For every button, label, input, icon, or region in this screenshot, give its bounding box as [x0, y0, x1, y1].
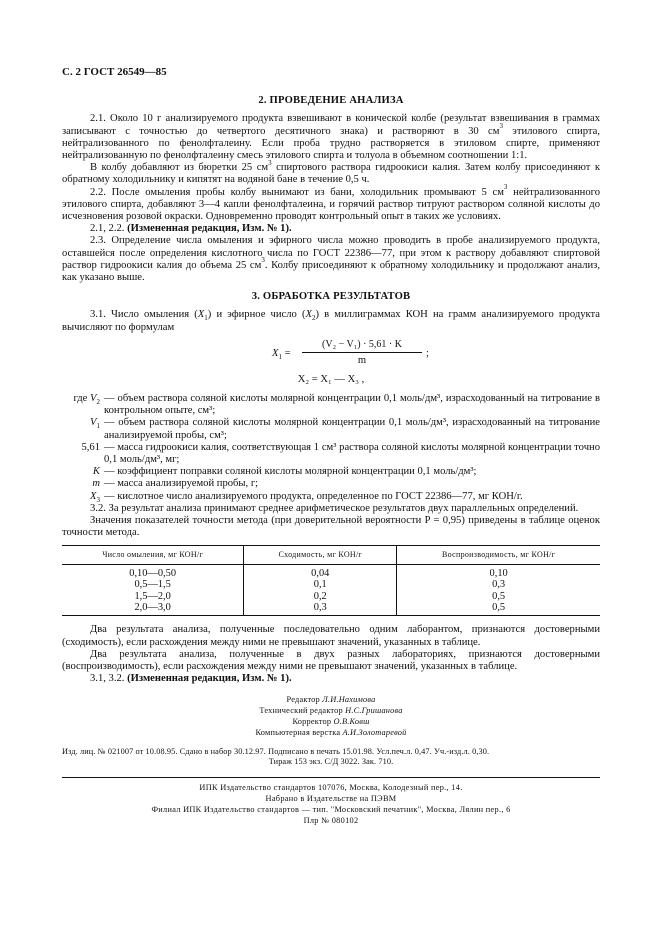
imprint-editor: Редактор Л.И.Нахимова: [286, 695, 376, 705]
definition-x3: $X_3$ — кислотное число анализируемого продукта, определенное по ГОСТ 22386—77, мг КОН/г.: [90, 490, 523, 504]
table-header-convergence: Сходимость, мг КОН/г: [244, 545, 397, 564]
publication-line-2: Тираж 153 экз. С/Д 3022. Зак. 710.: [268, 757, 394, 767]
document-page: [62, 66, 600, 826]
paragraph-2-3: 2.3. Определение числа омыления и эфирного числа можно проводить в пробе анализируемого продукта, оставшейся после определения кислотного числа по ГОСТ 22386—77, при этом к раствору добавляют спиртовой раствор гидроокиси калия до объема 25 $см^3$. Колбу присоединяют к обратному холодильнику и продолжают анализ, как указано выше.: [62, 235, 600, 284]
formula-denominator: m: [357, 355, 367, 367]
definition-v1: $V_1$ — объем раствора соляной кислоты молярной концентрации 0,1 моль/дм³, израсходованный на титрование анализируемой пробы, см³;: [90, 417, 600, 441]
definition-m: m — масса анализируемой пробы, г;: [92, 478, 259, 490]
imprint-corrector: Корректор О.В.Ковш: [292, 716, 370, 726]
definition-k: K — коэффициент поправки соляной кислоты молярной концентрации 0,1 моль/дм³;: [92, 466, 477, 478]
paragraph-3-1: 3.1. Число омыления $(X_1)$ и эфирное число $(X_2)$ в миллиграммах КОН на грамм анализируемого продукта вычисляют по формулам: [62, 309, 600, 333]
imprint-tech-editor: Технический редактор Н.С.Гришанова: [259, 706, 403, 716]
precision-table: [62, 545, 600, 617]
publication-info: [62, 747, 600, 769]
table-row: 0,5—1,5 0,1 0,3: [62, 579, 600, 590]
table-row: 0,10—0,50 0,04 0,10: [62, 564, 600, 579]
formula-x1: $X_1$ = $\frac{\text{(V₂ − V₁) · 5,61 · K}}{m}$ ;: [272, 338, 429, 367]
definition-561: 5,61 — масса гидроокиси калия, соответствующая 1 см³ раствора соляной кислоты молярной концентрации точно 0,1 моль/дм³, мг;: [81, 441, 600, 466]
table-header-saponification: Число омыления, мг КОН/г: [62, 545, 244, 564]
imprint-block: [62, 695, 600, 738]
definitions-list: [62, 393, 600, 503]
section-2-title: 2. ПРОВЕДЕНИЕ АНАЛИЗА: [258, 95, 404, 107]
paragraph-convergence: Два результата анализа, полученные последовательно одним лаборантом, признаются достоверными (сходимость), если расхождения между ними не превышают значений, указанных в таблице.: [62, 624, 600, 648]
paragraph-3-2: 3.2. За результат анализа принимают среднее арифметическое результатов двух параллельных определений.: [90, 502, 579, 514]
paragraph-table-intro: Значения показателей точности метода (при доверительной вероятности P = 0,95) приведены в таблице оценок точности метода.: [62, 515, 600, 539]
paragraph-2-1: 2.1. Около 10 г анализируемого продукта взвешивают в конической колбе (результат взвешивания в граммах записывают с точностью до четвертого десятичного знака) и растворяют в 30 $см^3$ этилового спирта, нейтрализованного по фенолфталеину. Если проба трудно растворяется в этиловом спирте, применяют нейтрализованную по фенолфталеину смесь этилового спирта и толуола в объемном соотношении 1:1.: [62, 113, 600, 162]
imprint-layout: Компьютерная верстка А.И.Золотаревой: [255, 727, 407, 737]
formula-numerator: (V₂ − V₁) · 5,61 · K: [302, 339, 422, 353]
formula-x2: X₂ = X₁ — X₃ ,: [297, 373, 365, 385]
divider: [62, 777, 600, 778]
page-header: С. 2 ГОСТ 26549—85: [62, 66, 167, 78]
edit-note-1: 2.1, 2.2. (Измененная редакция, Изм. № 1).: [90, 223, 292, 235]
definition-v2: где $V_2$ — объем раствора соляной кислоты молярной концентрации 0,1 моль/дм³, израсходованный на титрование в контрольном опыте, см³;: [73, 393, 600, 417]
table-row: 1,5—2,0 0,2 0,5: [62, 591, 600, 602]
section-3-title: 3. ОБРАБОТКА РЕЗУЛЬТАТОВ: [251, 291, 411, 303]
printer-info: ИПК Издательство стандартов 107076, Москва, Колодезный пер., 14. Набрано в Издательстве на ПЭВМ Филиал ИПК Издательство стандартов — тип. "Московский печатник", Москва, Лялин пер., 6 Плр № 080102: [151, 783, 511, 825]
edit-note-2: 3.1, 3.2. (Измененная редакция, Изм. № 1).: [90, 673, 292, 685]
publication-line-1: Изд. лиц. № 021007 от 10.08.95. Сдано в набор 30.12.97. Подписано в печать 15.01.98. Усл.печ.л. 0,47. Уч.-изд.л. 0,30.: [62, 746, 490, 756]
table-row: 2,0—3,0 0,3 0,5: [62, 602, 600, 616]
table-header-reproducibility: Воспроизводимость, мг КОН/г: [397, 545, 600, 564]
paragraph-reproducibility: Два результата анализа, полученные в двух разных лабораториях, признаются достоверными (воспроизводимость), если расхождения между ними не превышают значений, указанных в таблице.: [62, 648, 600, 672]
paragraph-2-2: 2.2. После омыления пробы колбу вынимают из бани, холодильник промывают 5 $см^3$ нейтрализованного этилового спирта, добавляют 3—4 капли фенолфталеина, и горячий раствор титруют раствором соляной кислоты до исчезновения розовой окраски. Одновременно проводят контрольный опыт в таких же условиях.: [62, 183, 600, 223]
paragraph-2-1-cont: В колбу добавляют из бюретки 25 $см^3$ спиртового раствора гидроокиси калия. Затем колбу присоединяют к обратному холодильнику и кипятят на водяной бане в течение 0,5 ч.: [62, 158, 600, 186]
